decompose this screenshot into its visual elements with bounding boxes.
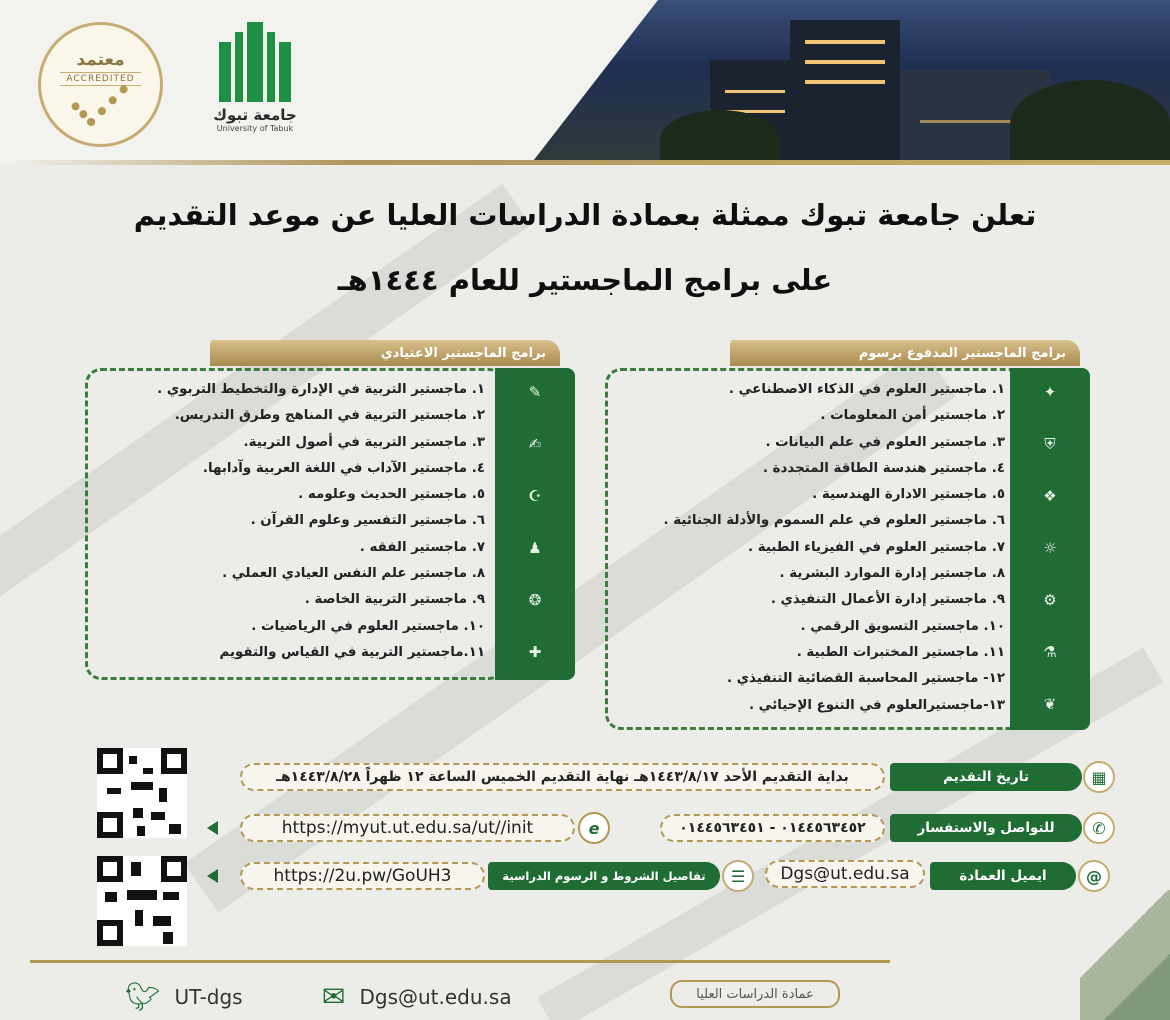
data-icon: ❖ (1043, 487, 1057, 505)
list-item: ٢. ماجستير أمن المعلومات . (820, 408, 1005, 424)
regular-programs-list (100, 377, 485, 666)
portal-link[interactable]: https://myut.ut.edu.sa/ut//init (240, 814, 575, 842)
header (0, 0, 1170, 165)
calendar-icon: ▦ (1083, 761, 1115, 793)
list-item: ١١.ماجستير التربية في القياس والتقويم (219, 644, 485, 660)
paid-programs-icon-strip (1010, 368, 1090, 730)
energy-icon: ☼ (1043, 539, 1057, 557)
shield-icon: ⛨ (1044, 435, 1056, 453)
list-item: ٣. ماجستير التربية في أصول التربية. (243, 434, 485, 450)
list-item: ٨. ماجستير علم النفس العيادي العملي . (222, 566, 485, 582)
regular-programs-heading: برامج الماجستير الاعتيادي (210, 340, 560, 366)
document-icon: ☰ (722, 860, 754, 892)
accredited-ar: معتمد (76, 49, 125, 70)
university-name-en: University of Tabuk (216, 124, 294, 133)
list-item: ٩. ماجستير التربية الخاصة . (304, 592, 485, 608)
campus-photo (530, 0, 1170, 165)
pen-icon: ✍ (528, 435, 542, 453)
regular-programs-icon-strip (495, 368, 575, 680)
qr-code-details (97, 856, 187, 946)
paid-programs-list (620, 377, 1005, 719)
list-item: ٥. ماجستير الحديث وعلومه . (298, 487, 485, 503)
list-item: ١٠. ماجستير التسويق الرقمي . (800, 618, 1005, 634)
contact-label: للتواصل والاستفسار (890, 814, 1082, 842)
list-item: ٧. ماجستير الفقه . (359, 539, 485, 555)
list-item: ٢. ماجستير التربية في المناهج وطرق التدريس. (174, 408, 485, 424)
list-item: ١٣-ماجستيرالعلوم في التنوع الإحيائي . (748, 697, 1005, 713)
email-label: ايميل العمادة (930, 862, 1076, 890)
envelope-icon: ✉ (322, 980, 346, 1013)
people-icon: ♟ (528, 539, 542, 557)
university-logo (195, 22, 315, 133)
twitter-icon: 🐦︎ (125, 980, 161, 1013)
list-item: ٤. ماجستير الآداب في اللغة العربية وآدابها. (202, 460, 485, 476)
announcement-subtitle: على برامج الماجستير للعام ١٤٤٤هـ (337, 263, 833, 297)
quran-icon: ☪ (528, 487, 542, 505)
arrow-left-icon (207, 821, 218, 835)
paid-programs-heading: برامج الماجستير المدفوع برسوم (730, 340, 1080, 366)
list-item: ١٠. ماجستير العلوم في الرياضيات . (251, 618, 485, 634)
gear-icon: ⚙ (1043, 591, 1057, 609)
list-item: ٣. ماجستير العلوم في علم البيانات . (765, 434, 1005, 450)
contact-value: ٠١٤٤٥٦٣٤٥٢ - ٠١٤٤٥٦٣٤٥١ (660, 814, 885, 842)
university-name-ar: جامعة تبوك (213, 106, 297, 124)
footer-twitter[interactable] (125, 980, 243, 1013)
list-item: ١. ماجستير التربية في الإدارة والتخطيط التربوي . (157, 382, 485, 397)
brain-icon: ❂ (528, 591, 542, 609)
list-item: ٧. ماجستير العلوم في الفيزياء الطبية . (747, 539, 1005, 555)
accredited-en: ACCREDITED (60, 72, 140, 86)
footer-email[interactable] (322, 980, 512, 1013)
list-item: ١٢- ماجستير المحاسبة القضائية التنفيذي . (727, 671, 1005, 687)
list-item: ٦. ماجستير العلوم في علم السموم والأدلة الجنائية . (663, 513, 1005, 529)
corner-decoration (1080, 890, 1170, 1020)
details-label: تفاصيل الشروط و الرسوم الدراسية (488, 862, 720, 890)
email-value[interactable]: Dgs@ut.edu.sa (765, 860, 925, 888)
leaf-icon: ❦ (1043, 695, 1057, 713)
footer-email-text: Dgs@ut.edu.sa (359, 984, 512, 1009)
list-item: ٥. ماجستير الادارة الهندسية . (812, 487, 1005, 503)
list-item: ٤. ماجستير هندسة الطاقة المتجددة . (762, 460, 1005, 476)
footer-divider (30, 960, 890, 963)
apply-date-value: بداية التقديم الأحد ١٤٤٣/٨/١٧هـ نهاية التقديم الخميس الساعة ١٢ ظهراً ١٤٤٣/٨/٢٨هـ (240, 763, 885, 791)
qr-code-portal (97, 748, 187, 838)
accreditation-seal (38, 22, 163, 147)
flask-icon: ⚗ (1043, 643, 1057, 661)
robot-icon: ✦ (1043, 383, 1057, 401)
list-item: ٦. ماجستير التفسير وعلوم القرآن . (250, 513, 485, 529)
deanship-signature: عمادة الدراسات العليا (670, 980, 840, 1008)
phone-icon: ✆ (1083, 812, 1115, 844)
list-item: ١. ماجستير العلوم في الذكاء الاصطناعي . (728, 382, 1005, 397)
list-item: ٩. ماجستير إدارة الأعمال التنفيذي . (770, 592, 1005, 608)
announcement-title: تعلن جامعة تبوك ممثلة بعمادة الدراسات العليا عن موعد التقديم (133, 198, 1037, 232)
book-icon: ✎ (528, 383, 542, 401)
browser-icon: e (578, 812, 610, 844)
details-link[interactable]: https://2u.pw/GoUH3 (240, 862, 485, 890)
apply-date-label: تاريخ التقديم (890, 763, 1082, 791)
arrow-left-icon (207, 869, 218, 883)
at-icon: @ (1078, 860, 1110, 892)
list-item: ١١. ماجستير المختبرات الطبية . (796, 644, 1005, 660)
twitter-handle: UT-dgs (174, 984, 243, 1009)
ruler-icon: ✚ (528, 643, 542, 661)
list-item: ٨. ماجستير إدارة الموارد البشرية . (779, 566, 1005, 582)
university-emblem-icon (219, 22, 291, 102)
